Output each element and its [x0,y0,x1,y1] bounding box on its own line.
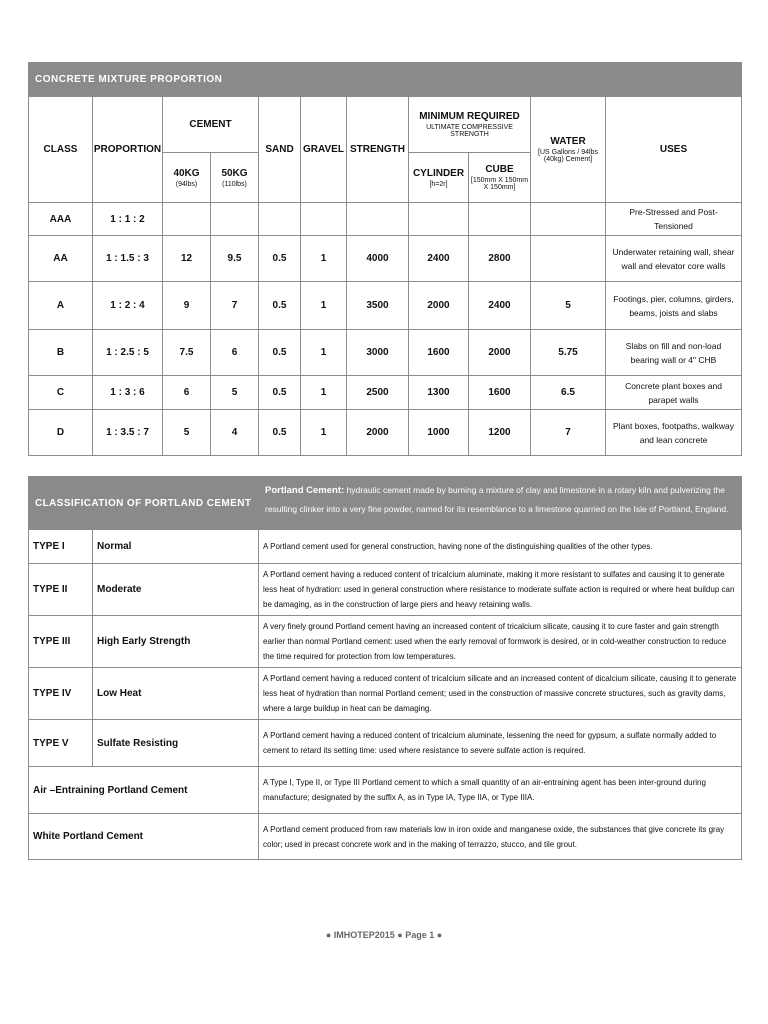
type-cell: TYPE V [29,720,93,767]
cube-cell: 1200 [469,410,531,456]
table-row [29,376,742,410]
cement-40-cell: 9 [163,282,211,330]
class-cell: AAA [29,203,93,236]
sand-cell: 0.5 [259,410,301,456]
strength-cell: 2500 [347,376,409,410]
cylinder-cell: 1600 [409,330,469,376]
type-cell: TYPE II [29,564,93,616]
header-40kg [163,153,211,203]
uses-cell: Concrete plant boxes and parapet walls [606,376,742,410]
header-uses: USES [606,97,742,203]
type-desc-cell: A Portland cement used for general construction, having none of the distinguishing qualities of the other types. [259,530,742,564]
definition-text: hydraulic cement made by burning a mixture of clay and limestone in a rotary kiln and pulverizing the resulting clinker into a very fine powder, named for its resemblance to a limestone quarried on the Isle of Portland, England. [265,485,729,514]
gravel-cell [301,203,347,236]
sand-cell [259,203,301,236]
sand-cell: 0.5 [259,236,301,282]
header-proportion: PROPORTION [93,97,163,203]
header-minimum-required [409,97,531,153]
sand-cell: 0.5 [259,282,301,330]
cylinder-label: CYLINDER [412,167,465,179]
other-desc-cell: A Portland cement produced from raw materials low in iron oxide and manganese oxide, the substances that give concrete its gray color; used in precast concrete work and in the making of terrazzo, stucco, and tile grout. [259,814,742,860]
type-name-cell: Sulfate Resisting [93,720,259,767]
cube-cell: 2400 [469,282,531,330]
table-row [29,814,742,860]
portland-cement-table [28,476,742,860]
gravel-cell: 1 [301,282,347,330]
uses-cell: Footings, pier, columns, girders, beams, joists and slabs [606,282,742,330]
cylinder-sub: [h=2r] [429,180,448,188]
type-desc-cell: A Portland cement having a reduced content of tricalcium aluminate, lessening the need for gypsum, a sulfate normally added to cement to retard its setting time: used where resistance to severe sulfate action is required. [259,720,742,767]
strength-cell: 3500 [347,282,409,330]
table-row [29,720,742,767]
cube-label: CUBE [485,164,514,175]
table-row [29,330,742,376]
page-footer: ● IMHOTEP2015 ● Page 1 ● [325,930,443,940]
type-desc-cell: A Portland cement having a reduced content of tricalcium silicate and an increased content of dicalcium silicate, causing it to generate less heat of hydration than normal Portland cement; used in the construction of massive concrete structures, such as gravity dams, where a large buildup in heat can be damaging. [259,668,742,720]
cylinder-cell: 2000 [409,282,469,330]
type-cell: TYPE IV [29,668,93,720]
type-desc-cell: A very finely ground Portland cement having an increased content of tricalcium silicate, causing it to cure faster and gain strength earlier than normal Portland cement: used when the early removal of formwork is desired, or in cold-weather construction to reduce the time required for protection from low temperatures. [259,616,742,668]
cement-50-cell: 6 [211,330,259,376]
water-cell: 7 [531,410,606,456]
cylinder-cell: 1000 [409,410,469,456]
water-cell [531,236,606,282]
header-cement: CEMENT [163,97,259,153]
gravel-cell: 1 [301,410,347,456]
gravel-cell: 1 [301,236,347,282]
header-class: CLASS [29,97,93,203]
cube-cell: 2800 [469,236,531,282]
cylinder-cell: 1300 [409,376,469,410]
cement-40-cell: 6 [163,376,211,410]
cement-50-cell: 4 [211,410,259,456]
water-cell: 6.5 [531,376,606,410]
cement-40-cell: 5 [163,410,211,456]
proportion-cell: 1 : 2 : 4 [93,282,163,330]
definition-term: Portland Cement: [265,485,345,496]
gravel-cell: 1 [301,330,347,376]
table-row [29,203,742,236]
uses-cell: Pre-Stressed and Post-Tensioned [606,203,742,236]
strength-cell: 2000 [347,410,409,456]
water-sub: [US Gallons / 94lbs (40kg) Cement] [538,149,598,163]
type-cell: TYPE III [29,616,93,668]
table-row [29,282,742,330]
cube-sub: [150mm X 150mm X 150mm] [470,177,529,191]
cube-cell [469,203,531,236]
type-name-cell: Moderate [93,564,259,616]
min-req-sub: ULTIMATE COMPRESSIVE STRENGTH [426,124,513,138]
c40-label: 40KG [173,167,200,179]
header-cylinder [409,153,469,203]
strength-cell: 4000 [347,236,409,282]
water-cell: 5.75 [531,330,606,376]
other-name-cell: Air –Entraining Portland Cement [29,767,259,814]
class-cell: C [29,376,93,410]
cement-40-cell: 12 [163,236,211,282]
class-cell: A [29,282,93,330]
header-50kg [211,153,259,203]
class-cell: B [29,330,93,376]
table-row [29,616,742,668]
uses-cell: Underwater retaining wall, shear wall and elevator core walls [606,236,742,282]
header-strength: STRENGTH [347,97,409,203]
c50-sub: (110lbs) [222,180,247,188]
other-desc-cell: A Type I, Type II, or Type III Portland cement to which a small quantity of an air-entraining agent has been inter-ground during manufacture; designated by the suffix A, as in Type IA, Type IIA, or Type IIIA. [259,767,742,814]
water-cell [531,203,606,236]
type-desc-cell: A Portland cement having a reduced content of tricalcium aluminate, making it more resistant to sulfates and causing it to generate less heat of hydration: used in general construction where resistance to moderate sulfate action is required or where heat buildup can be damaging, as in the construction of large piers and heavy retaining walls. [259,564,742,616]
header-gravel: GRAVEL [301,97,347,203]
proportion-cell: 1 : 2.5 : 5 [93,330,163,376]
cement-50-cell: 9.5 [211,236,259,282]
table-row [29,236,742,282]
strength-cell: 3000 [347,330,409,376]
cement-50-cell: 5 [211,376,259,410]
proportion-cell: 1 : 1 : 2 [93,203,163,236]
type-cell: TYPE I [29,530,93,564]
cylinder-cell: 2400 [409,236,469,282]
proportion-cell: 1 : 3 : 6 [93,376,163,410]
type-name-cell: High Early Strength [93,616,259,668]
class-cell: AA [29,236,93,282]
table-row [29,668,742,720]
type-name-cell: Low Heat [93,668,259,720]
cement-50-cell: 7 [211,282,259,330]
uses-cell: Slabs on fill and non-load bearing wall or 4" CHB [606,330,742,376]
concrete-mixture-table [28,62,742,456]
cement-40-cell [163,203,211,236]
c40-sub: (94lbs) [175,180,198,188]
class-cell: D [29,410,93,456]
header-water [531,97,606,203]
strength-cell [347,203,409,236]
header-cube [469,153,531,203]
table-row [29,410,742,456]
mix-table-title: CONCRETE MIXTURE PROPORTION [29,63,742,97]
cube-cell: 2000 [469,330,531,376]
proportion-cell: 1 : 3.5 : 7 [93,410,163,456]
cylinder-cell [409,203,469,236]
sand-cell: 0.5 [259,376,301,410]
c50-label: 50KG [221,167,248,179]
cement-40-cell: 7.5 [163,330,211,376]
proportion-cell: 1 : 1.5 : 3 [93,236,163,282]
cement-50-cell [211,203,259,236]
uses-cell: Plant boxes, footpaths, walkway and lean concrete [606,410,742,456]
water-cell: 5 [531,282,606,330]
gravel-cell: 1 [301,376,347,410]
other-name-cell: White Portland Cement [29,814,259,860]
type-name-cell: Normal [93,530,259,564]
portland-table-title: CLASSIFICATION OF PORTLAND CEMENT [29,477,259,530]
table-row [29,530,742,564]
table-row [29,564,742,616]
portland-definition [259,477,742,530]
sand-cell: 0.5 [259,330,301,376]
cube-cell: 1600 [469,376,531,410]
water-label: WATER [550,136,586,147]
min-req-label: MINIMUM REQUIRED [419,111,520,122]
header-sand: SAND [259,97,301,203]
table-row [29,767,742,814]
